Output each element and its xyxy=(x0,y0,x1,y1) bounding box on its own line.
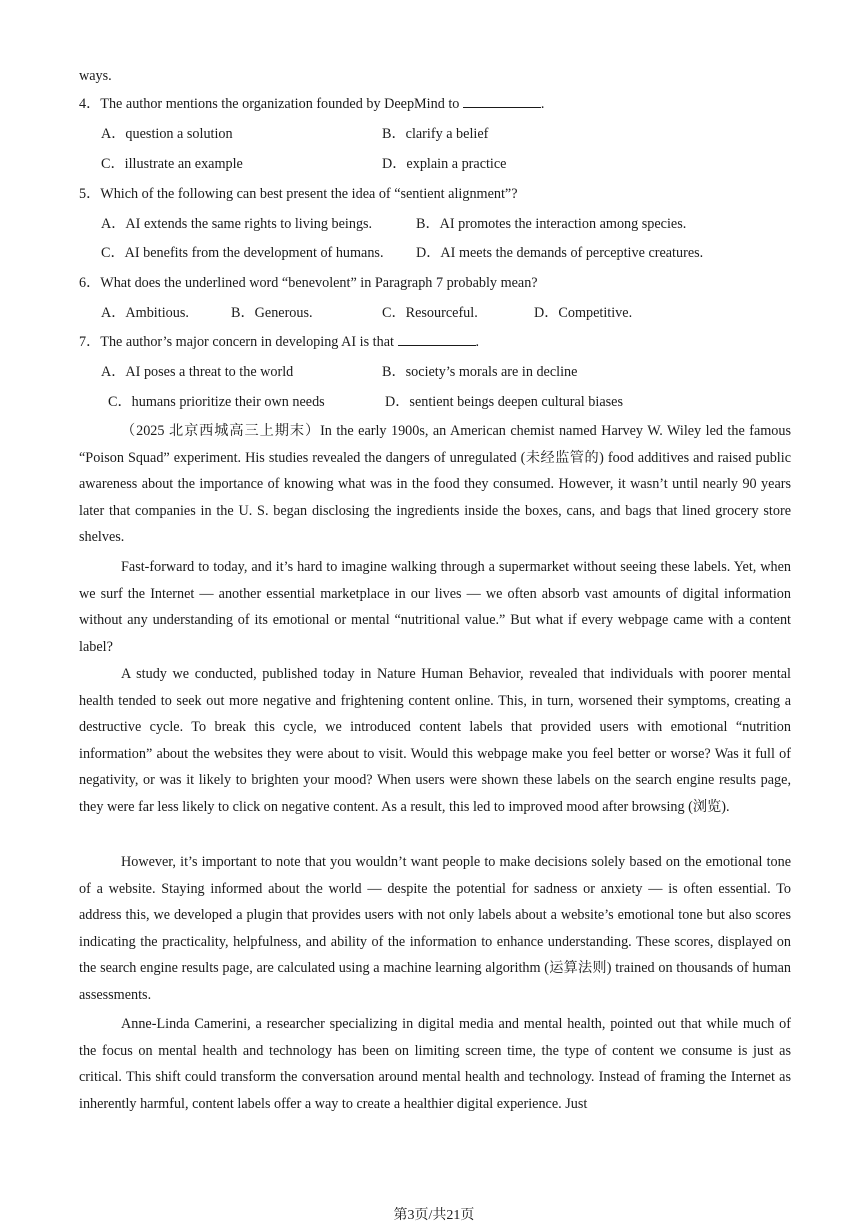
question-7-option-a: A．AI poses a threat to the world xyxy=(101,364,294,380)
question-number: 7． xyxy=(79,334,101,350)
question-7-option-c: C．humans prioritize their own needs xyxy=(108,394,325,410)
question-4-option-a: A．question a solution xyxy=(101,126,233,142)
question-6-stem xyxy=(79,274,538,292)
question-6-option-a: A．Ambitious. xyxy=(101,305,189,321)
question-7-option-b: B．society’s morals are in decline xyxy=(382,364,578,380)
question-number: 5． xyxy=(79,186,101,202)
question-6-option-b: B．Generous. xyxy=(231,305,313,321)
passage-paragraph-1: （2025 北京西城高三上期末）In the early 1900s, an American chemist named Harvey W. Wiley led the famous “Poison Squad” experiment. His studies revealed the dangers of unregulated (未经监管的) food additives and raised public awareness about the importance of knowing what was in the food they consumed. However, it wasn’t until nearly 90 years later that companies in the U. S. began disclosing the ingredients inside the boxes, cans, and bags that lined grocery store shelves. xyxy=(79,423,791,545)
continued-text: ways. xyxy=(79,68,112,84)
passage-paragraph-5: Anne-Linda Camerini, a researcher specializing in digital media and mental health, pointed out that while much of the focus on mental health and technology has been on limiting screen time, the type of content we consume is just as critical. This shift could transform the conversation around mental health and technology. Instead of framing the Internet as inherently harmful, content labels offer a way to create a healthier digital experience. Just xyxy=(79,1016,791,1112)
question-4-option-d: D．explain a practice xyxy=(382,156,507,172)
answer-blank xyxy=(398,333,476,346)
question-4-stem: 4．The author mentions the organization founded by DeepMind to . xyxy=(79,96,545,112)
question-text: The author mentions the organization founded by DeepMind to xyxy=(100,96,460,112)
answer-blank xyxy=(463,95,541,108)
question-number: 6． xyxy=(79,275,101,291)
question-6-option-d: D．Competitive. xyxy=(534,305,633,321)
question-6-option-c: C．Resourceful. xyxy=(382,305,478,321)
question-7-stem: 7．The author’s major concern in developing AI is that . xyxy=(79,334,480,350)
question-5-option-c: C．AI benefits from the development of humans. xyxy=(101,245,384,261)
passage-paragraph-3: A study we conducted, published today in Nature Human Behavior, revealed that individuals with poorer mental health tended to seek out more negative and frightening content online. This, in turn, worsened their symptoms, creating a destructive cycle. To break this cycle, we introduced content labels that provided users with emotional “nutrition information” about the websites they were about to visit. Would this webpage make you feel better or worse? Was it full of negativity, or was it likely to brighten your mood? When users were shown these labels on the search engine results page, they were far less likely to click on negative content. As a result, this led to improved mood after browsing (浏览). xyxy=(79,666,791,815)
question-7-option-d: D．sentient beings deepen cultural biases xyxy=(385,394,623,410)
question-4-option-c: C．illustrate an example xyxy=(101,156,243,172)
passage-paragraph-2: Fast-forward to today, and it’s hard to imagine walking through a supermarket without seeing these labels. Yet, when we surf the Internet — another essential marketplace in our lives — we often absorb vast amounts of digital information without any understanding of its emotional or mental “nutritional value.” But what if every webpage came with a content label? xyxy=(79,559,791,655)
question-4-option-b: B．clarify a belief xyxy=(382,126,489,142)
page-number: 第3页/共21页 xyxy=(393,1208,475,1223)
question-5-option-d: D．AI meets the demands of perceptive creatures. xyxy=(416,245,704,261)
question-5-stem xyxy=(79,185,518,203)
question-text: The author’s major concern in developing AI is that xyxy=(100,334,394,350)
question-text: What does the underlined word “benevolent” in Paragraph 7 probably mean? xyxy=(100,275,538,291)
source-tag: （2025 北京西城高三上期末） xyxy=(121,423,321,439)
question-number: 4． xyxy=(79,96,101,112)
passage-paragraph-4: However, it’s important to note that you wouldn’t want people to make decisions solely based on the emotional tone of a website. Staying informed about the world — despite the potential for sadness or anxiety — is often essential. To address this, we developed a plugin that provides users with not only labels about a website’s emotional tone but also scores indicating the practicality, helpfulness, and ability of the information to enhance understanding. These scores, displayed on the search engine results page, are calculated using a machine learning algorithm (运算法则) trained on thousands of human assessments. xyxy=(79,854,791,1003)
question-5-option-a: A．AI extends the same rights to living beings. xyxy=(101,216,373,232)
question-5-option-b: B．AI promotes the interaction among species. xyxy=(416,216,687,232)
question-text: Which of the following can best present the idea of “sentient alignment”? xyxy=(100,186,518,202)
